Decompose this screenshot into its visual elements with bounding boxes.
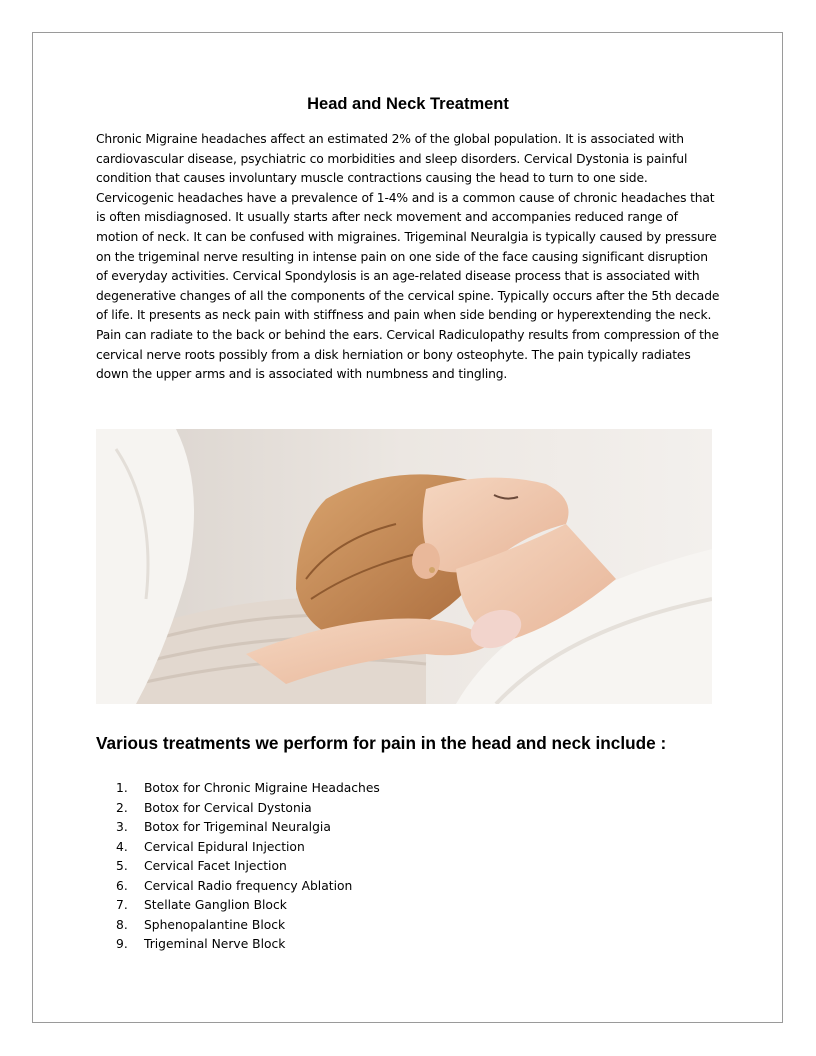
intro-paragraph: Chronic Migraine headaches affect an estimated 2% of the global population. It is associated with cardiovascular disease, psychiatric co morbidities and sleep disorders. Cervical Dystonia is painful condition that causes involuntary muscle contractions causing the head to turn to one side. Cervicogenic headaches have a prevalence of 1-4% and is a common cause of chronic headaches that is often misdiagnosed. It usually starts after neck movement and accompanies reduced range of motion of neck. It can be confused with migraines. Trigeminal Neuralgia is typically caused by pressure on the trigeminal nerve resulting in intense pain on one side of the face causing significant disruption of everyday activities. Cervical Spondylosis is an age-related disease process that is associated with degenerative changes of all the components of the cervical spine. Typically occurs after the 5th decade of life. It presents as neck pain with stiffness and pain when side bending or hyperextending the neck. Pain can radiate to the back or behind the ears. Cervical Radiculopathy results from compression of the cervical nerve roots possibly from a disk herniation or bony osteophyte. The pain typically radiates down the upper arms and is associated with numbness and tingling.: [96, 132, 720, 382]
page-title: Head and Neck Treatment: [307, 95, 509, 113]
list-number: 2.: [116, 800, 128, 815]
list-label: Stellate Ganglion Block: [144, 898, 287, 912]
list-number: 4.: [116, 839, 128, 854]
list-label: Cervical Radio frequency Ablation: [144, 878, 353, 893]
list-label: Cervical Facet Injection: [144, 859, 287, 873]
list-label: Cervical Epidural Injection: [144, 839, 305, 854]
list-item: [116, 799, 380, 819]
treatments-list: [116, 779, 380, 955]
neck-massage-illustration: [96, 429, 712, 704]
list-number: 8.: [116, 917, 128, 932]
list-number: 7.: [116, 898, 128, 912]
list-label: Botox for Trigeminal Neuralgia: [144, 820, 331, 834]
list-label: Trigeminal Nerve Block: [144, 937, 286, 951]
list-item: [116, 779, 380, 799]
list-item: [116, 818, 380, 838]
list-number: 6.: [116, 878, 128, 893]
list-label: Botox for Cervical Dystonia: [144, 800, 312, 815]
list-item: [116, 857, 380, 877]
list-item: [116, 935, 380, 955]
list-number: 9.: [116, 937, 128, 951]
list-item: [116, 838, 380, 858]
hero-image: [96, 429, 712, 704]
list-label: Botox for Chronic Migraine Headaches: [144, 781, 380, 795]
list-item: [116, 916, 380, 936]
list-number: 1.: [116, 781, 128, 795]
list-number: 5.: [116, 859, 128, 873]
list-item: [116, 896, 380, 916]
list-label: Sphenopalantine Block: [144, 917, 286, 932]
treatments-heading: Various treatments we perform for pain in the head and neck include :: [96, 733, 667, 753]
list-item: [116, 877, 380, 897]
list-number: 3.: [116, 820, 128, 834]
